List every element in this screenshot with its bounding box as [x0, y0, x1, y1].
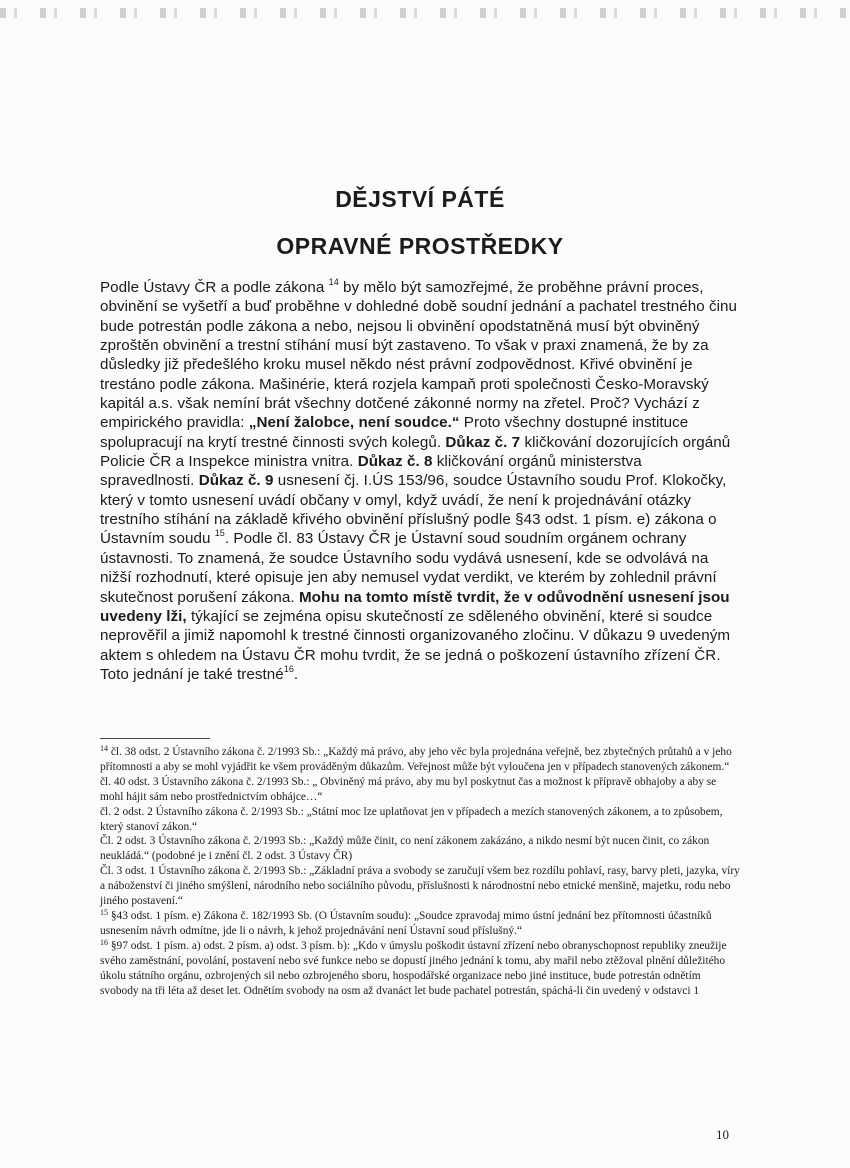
page-number: 10 [716, 1127, 729, 1142]
footnote-mark: 16 [100, 937, 108, 947]
footnote-text: Čl. 2 odst. 3 Ústavního zákona č. 2/1993 Sb.: „Každý může činit, co není zákonem zakázáno, a nikdo nesmí být nucen činit, co zákon neukládá.“ (podobné je i znění čl. 2 odst. 3 Ústavy ČR) [100, 835, 710, 863]
footnote [100, 864, 740, 909]
evidence-7: Důkaz č. 7 [445, 433, 521, 451]
body-text-run: kličkování orgánů ministerstva spravedlnosti. [100, 453, 642, 490]
footnote [100, 939, 740, 999]
body-text-run: Podle Ústavy ČR a podle zákona [100, 279, 329, 296]
footnote [100, 775, 740, 805]
footnote-text: čl. 40 odst. 3 Ústavního zákona č. 2/1993 Sb.: „ Obviněný má právo, aby mu byl poskytnut čas a možnost k přípravě obhajoby a aby se mohl hájit sám nebo prostřednictvím obhájce…“ [100, 775, 717, 803]
footnote-text: §97 odst. 1 písm. a) odst. 2 písm. a) odst. 3 písm. b): „Kdo v úmyslu poškodit ústavní zřízení nebo obranyschopnost republiky zneužije svého zaměstnání, povolání, postavení nebo své funkce nebo se dopustí jiného jednání k tomu, aby mařil nebo ztěžoval plnění důležitého úkolu státního orgánu, ozbrojených sil nebo ozbrojeného sboru, hospodářské organizace nebo jiné instituce, bude potrestán odnětím svobody na tři léta až deset let. Odnětím svobody na osm až dvanáct let bude pachatel potrestán, spáchá-li čin uvedený v odstavci 1 [100, 939, 727, 997]
body-text-run: Proto všechny dostupné instituce spolupracují na krytí trestné činnosti svých kolegů. [100, 414, 689, 451]
footnote [100, 834, 740, 864]
evidence-8: Důkaz č. 8 [357, 453, 433, 471]
footnote [100, 909, 740, 939]
body-paragraph [100, 278, 740, 684]
section-title: OPRAVNÉ PROSTŘEDKY [276, 233, 564, 259]
footnote-separator [100, 738, 210, 739]
body-text-run: kličkování dozorujících orgánů Policie ČR a Inspekce ministra vnitra. [100, 433, 731, 471]
footnote-text: Čl. 3 odst. 1 Ústavního zákona č. 2/1993 Sb.: „Základní práva a svobody se zaručují všem bez rozdílu pohlaví, rasy, barvy pleti, jazyka, víry a náboženství či jiného smýšlení, národního nebo sociálního původu, příslušnosti k národnostní nebo etnické menšině, majetku, rodu nebo jiného postavení.“ [100, 865, 740, 908]
body-text-run: . Podle čl. 83 Ústavy ČR je Ústavní soud soudním orgánem ochrany ústavnosti. To znamená, že soudce Ústavního sodu vydává usnesení, kde se odvolává na nižší rozhodnutí, které opisuje jen aby nemusel vydat verdikt, ve kterém by zohlednil právní skutečnost porušení zákona. [100, 530, 717, 606]
footnotes [100, 745, 740, 998]
bold-quote: „Není žalobce, není soudce.“ [248, 414, 460, 432]
body-text-run: týkající se zejména opisu skutečností ze sděleného obvinění, které si soudce neprověřil a jimiž napomohl k trestné činnosti organizovaného zločinu. V důkazu 9 uvedeným aktem s ohledem na Ústavu ČR mohu tvrdit, že se jedná o poškození ústavního zřízení ČR. Toto jednání je také trestné [100, 607, 731, 683]
footnote-ref-14: 14 [328, 277, 339, 287]
scan-artifact-line [0, 8, 850, 18]
footnote-ref-15: 15 [214, 528, 225, 539]
body-text-run: by mělo být samozřejmé, že proběhne právní proces, obvinění se vyšetří a buď proběhne v dohledné době soudní jednání a pachatel trestného činu bude potrestán podle zákona a nebo, nejsou li obvinění opodstatněná musí být obviněný zproštěn obvinění a trestní stíhání musí být zastaveno. To však v praxi znamená, že by za důsledky již předešlého kroku musel někdo nést právní zodpovědnost. Křivé obvinění je trestáno podle zákona. Mašinérie, která rozjela kampaň proti společnosti Česko-Moravský kapitál a.s. však nemíní brát všechny dotčené zákonné normy na zřetel. Proč? Vychází z empirického pravidla: [100, 279, 738, 432]
footnote-mark: 15 [100, 907, 108, 917]
footnote-text: čl. 38 odst. 2 Ústavního zákona č. 2/1993 Sb.: „Každý má právo, aby jeho věc byla projednána veřejně, bez zbytečných průtahů a v jeho přítomnosti a aby se mohl vyjádřit ke všem prováděným důkazům. Veřejnost může být vyloučena jen v případech stanovených zákonem.“ [100, 746, 732, 773]
body-text-run: usnesení čj. I.ÚS 153/96, soudce Ústavního soudu Prof. Klokočky, který v tomto usnesení uvádí občany v omyl, když uvádí, že není k projednávání otázky trestního stíhání na základě křivého obvinění příslušný podle §43 odst. 1 písm. e) zákona o Ústavním soudu [100, 472, 727, 548]
page-content [100, 180, 740, 684]
footnote-ref-16: 16 [283, 663, 294, 674]
body-text-run: . [293, 665, 299, 683]
evidence-9: Důkaz č. 9 [198, 472, 274, 490]
footnote-text: §43 odst. 1 písm. e) Zákona č. 182/1993 Sb. (O Ústavním soudu): „Soudce zpravodaj mimo ústní jednání bez přítomnosti účastníků usnesením návrh odmítne, jde li o návrh, k jehož projednávání není Ústavní soud příslušný.“ [100, 909, 712, 937]
act-title: DĚJSTVÍ PÁTÉ [335, 186, 505, 212]
footnote-text: čl. 2 odst. 2 Ústavního zákona č. 2/1993 Sb.: „Státní moc lze uplatňovat jen v případech a mezích stanovených zákonem, a to způsobem, který stanoví zákon.“ [100, 805, 723, 833]
bold-claim: Mohu na tomto místě tvrdit, že v odůvodnění usnesení jsou uvedeny lži, [100, 588, 730, 625]
footnote [100, 805, 740, 835]
footnote-mark: 14 [100, 744, 108, 753]
footnote [100, 745, 740, 775]
